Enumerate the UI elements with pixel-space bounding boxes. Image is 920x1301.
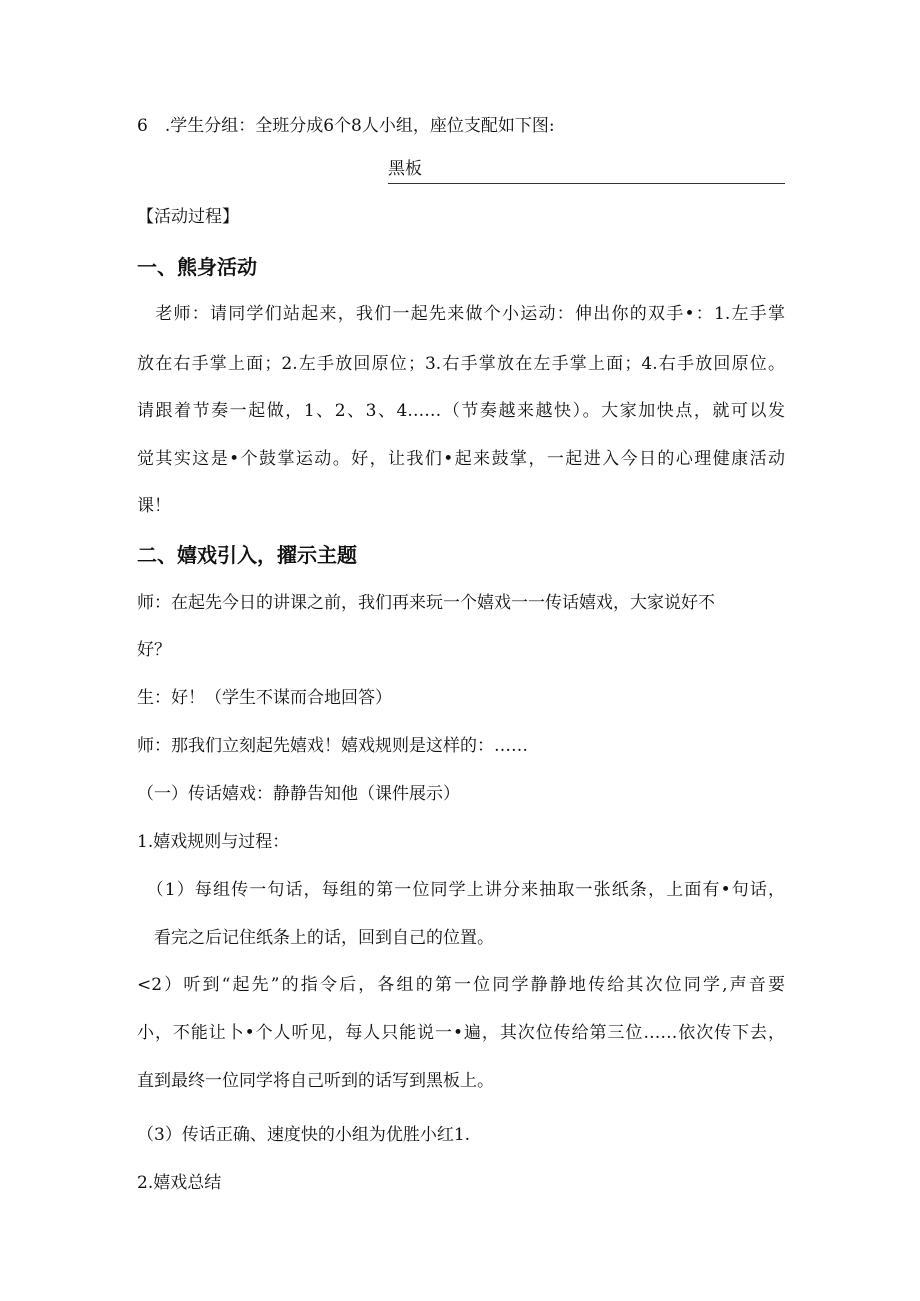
- paragraph-line: 课！: [137, 496, 171, 516]
- activity-process-label: 【活动过程】: [137, 207, 239, 227]
- paragraph-line: 直到最终一位同学将自己听到的话写到黑板上。: [137, 1071, 494, 1091]
- paragraph-line: 好？: [137, 640, 171, 660]
- paragraph-line: 看完之后记住纸条上的话，回到自己的位置。: [137, 928, 494, 948]
- paragraph-line: 小，不能让卜•个人听见，每人只能说一•遍，其次位传给第三位……依次传下去，: [137, 1023, 785, 1043]
- paragraph-line: 请跟着节奏一起做，1、2、3、4……（节奏越来越快）。大家加快点，就可以发: [137, 401, 785, 421]
- section-heading-game: 二、嬉戏引入，擢示主题: [137, 543, 357, 567]
- paragraph-line: 师：那我们立刻起先嬉戏！嬉戏规则是这样的：……: [137, 736, 528, 756]
- paragraph-line: <2）听到“起先”的指令后，各组的第一位同学静静地传给其次位同学,声音要: [137, 975, 785, 995]
- paragraph-line: 放在右手掌上面；2.左手放回原位；3.右手掌放在左手掌上面；4.右手放回原位。: [137, 354, 785, 374]
- paragraph-line: 师：在起先今日的讲课之前，我们再来玩一个嬉戏一一传话嬉戏，大家说好不: [137, 593, 715, 613]
- paragraph-line: （1）每组传一句话，每组的第一位同学上讲分来抽取一张纸条，上面有•句话，: [137, 880, 785, 900]
- paragraph-line: 老师：请同学们站起来，我们一起先来做个小运动：伸出你的双手•：1.左手掌: [137, 304, 785, 324]
- blackboard-label: 黑板: [388, 159, 422, 179]
- section-heading-warmup: 一、熊身活动: [137, 255, 257, 279]
- blackboard-divider: [388, 183, 785, 184]
- paragraph-line: 生：好！（学生不谋而合地回答）: [137, 688, 392, 708]
- paragraph-line: 2.嬉戏总结: [137, 1173, 222, 1193]
- paragraph-line: 觉其实这是•个鼓掌运动。好，让我们•起来鼓掌，一起进入今日的心理健康活动: [137, 449, 785, 469]
- paragraph-line: （3）传话正确、速度快的小组为优胜小红1.: [137, 1125, 471, 1145]
- grouping-text: 6 .学生分组：全班分成6个8人小组，座位支配如下图:: [137, 116, 555, 136]
- paragraph-line: 1.嬉戏规则与过程：: [137, 832, 290, 852]
- paragraph-line: （一）传话嬉戏：静静告知他（课件展示）: [137, 784, 460, 804]
